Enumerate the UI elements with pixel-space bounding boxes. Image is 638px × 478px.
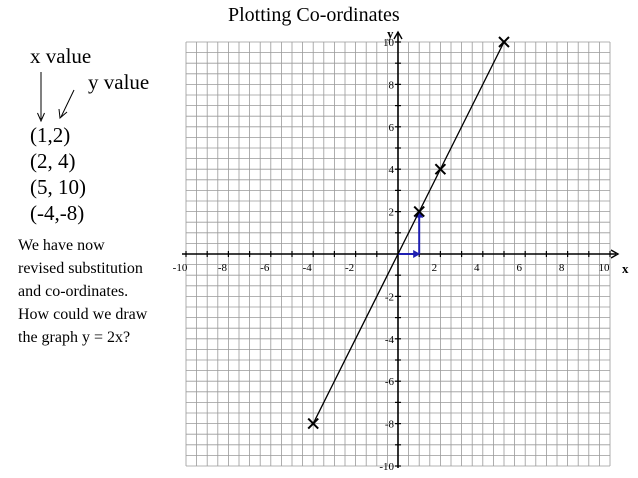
y-tick-label: -10 — [379, 461, 394, 473]
y-tick-label: 2 — [388, 206, 394, 219]
x-tick-label: 4 — [474, 262, 480, 274]
y-tick-label: -4 — [384, 333, 394, 346]
x-tick-label: -6 — [260, 262, 270, 274]
y-tick-label: 6 — [388, 121, 394, 134]
x-tick-label: -2 — [345, 262, 355, 274]
x-tick-label: 2 — [431, 262, 438, 274]
question-line: How could we draw — [18, 306, 148, 323]
coordinate-pair: (-4,-8) — [30, 201, 85, 225]
y-tick-label: 8 — [388, 79, 394, 92]
y-value-label: y value — [88, 70, 150, 94]
page-title: Plotting Co-ordinates — [228, 4, 400, 26]
y-tick-label: 10 — [383, 37, 394, 49]
x-tick-label: 10 — [598, 262, 610, 274]
x-axis-label: x — [622, 261, 629, 276]
question-line: the graph y = 2x? — [18, 329, 131, 346]
y-tick-label: -6 — [384, 376, 394, 389]
x-tick-label: -10 — [172, 262, 188, 274]
coordinate-pair: (5, 10) — [30, 175, 86, 199]
y-tick-label: -8 — [384, 418, 394, 431]
coordinate-pair: (2, 4) — [30, 149, 76, 173]
y-tick-label: 4 — [388, 164, 394, 177]
coordinate-pair: (1,2) — [30, 123, 71, 147]
x-value-label: x value — [30, 44, 92, 68]
y-axis-label: y — [387, 26, 394, 41]
x-tick-label: -4 — [302, 262, 312, 274]
x-tick-label: -8 — [217, 262, 227, 274]
question-line: We have now — [18, 237, 105, 254]
y-tick-label: -2 — [384, 291, 394, 304]
x-tick-label: 6 — [516, 262, 522, 274]
question-line: revised substitution — [18, 260, 143, 277]
question-line: and co-ordinates. — [18, 283, 129, 300]
x-tick-label: 8 — [558, 262, 565, 274]
